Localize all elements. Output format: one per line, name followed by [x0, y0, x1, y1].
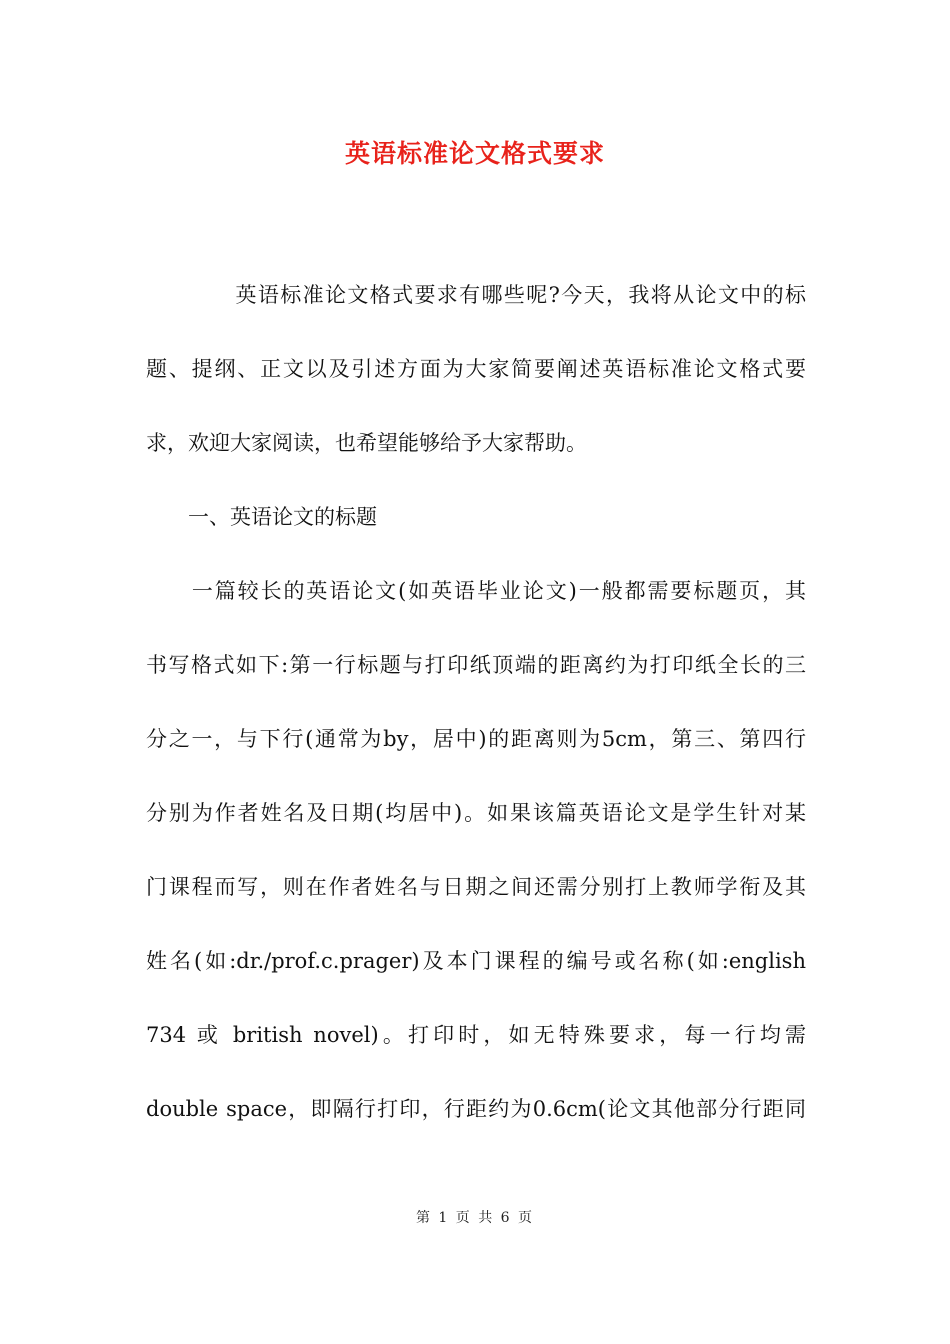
body-line-9: 门课程而写，则在作者姓名与日期之间还需分别打上教师学衔及其 — [146, 875, 806, 899]
section-heading-1: 一、英语论文的标题 — [146, 505, 377, 529]
body-line-6: 书写格式如下:第一行标题与打印纸顶端的距离约为打印纸全长的三 — [146, 653, 806, 677]
body-line-10: 姓名(如:dr./prof.c.prager)及本门课程的编号或名称(如:english — [146, 949, 806, 973]
body-line-1: 英语标准论文格式要求有哪些呢?今天，我将从论文中的标 — [146, 283, 806, 307]
body-line-2: 题、提纲、正文以及引述方面为大家简要阐述英语标准论文格式要 — [146, 357, 806, 381]
page-number-footer: 第 1 页 共 6 页 — [415, 1210, 535, 1226]
body-line-7: 分之一，与下行(通常为by，居中)的距离则为5cm，第三、第四行 — [146, 727, 806, 751]
body-line-12: double space，即隔行打印，行距约为0.6cm(论文其他部分行距同 — [146, 1097, 806, 1121]
body-line-5: 一篇较长的英语论文(如英语毕业论文)一般都需要标题页，其 — [146, 579, 806, 603]
document-title: 英语标准论文格式要求 — [344, 139, 605, 168]
body-line-3: 求，欢迎大家阅读，也希望能够给予大家帮助。 — [146, 431, 587, 455]
body-line-11: 734 或 british novel)。打印时，如无特殊要求，每一行均需 — [146, 1023, 806, 1047]
body-line-8: 分别为作者姓名及日期(均居中)。如果该篇英语论文是学生针对某 — [146, 801, 806, 825]
